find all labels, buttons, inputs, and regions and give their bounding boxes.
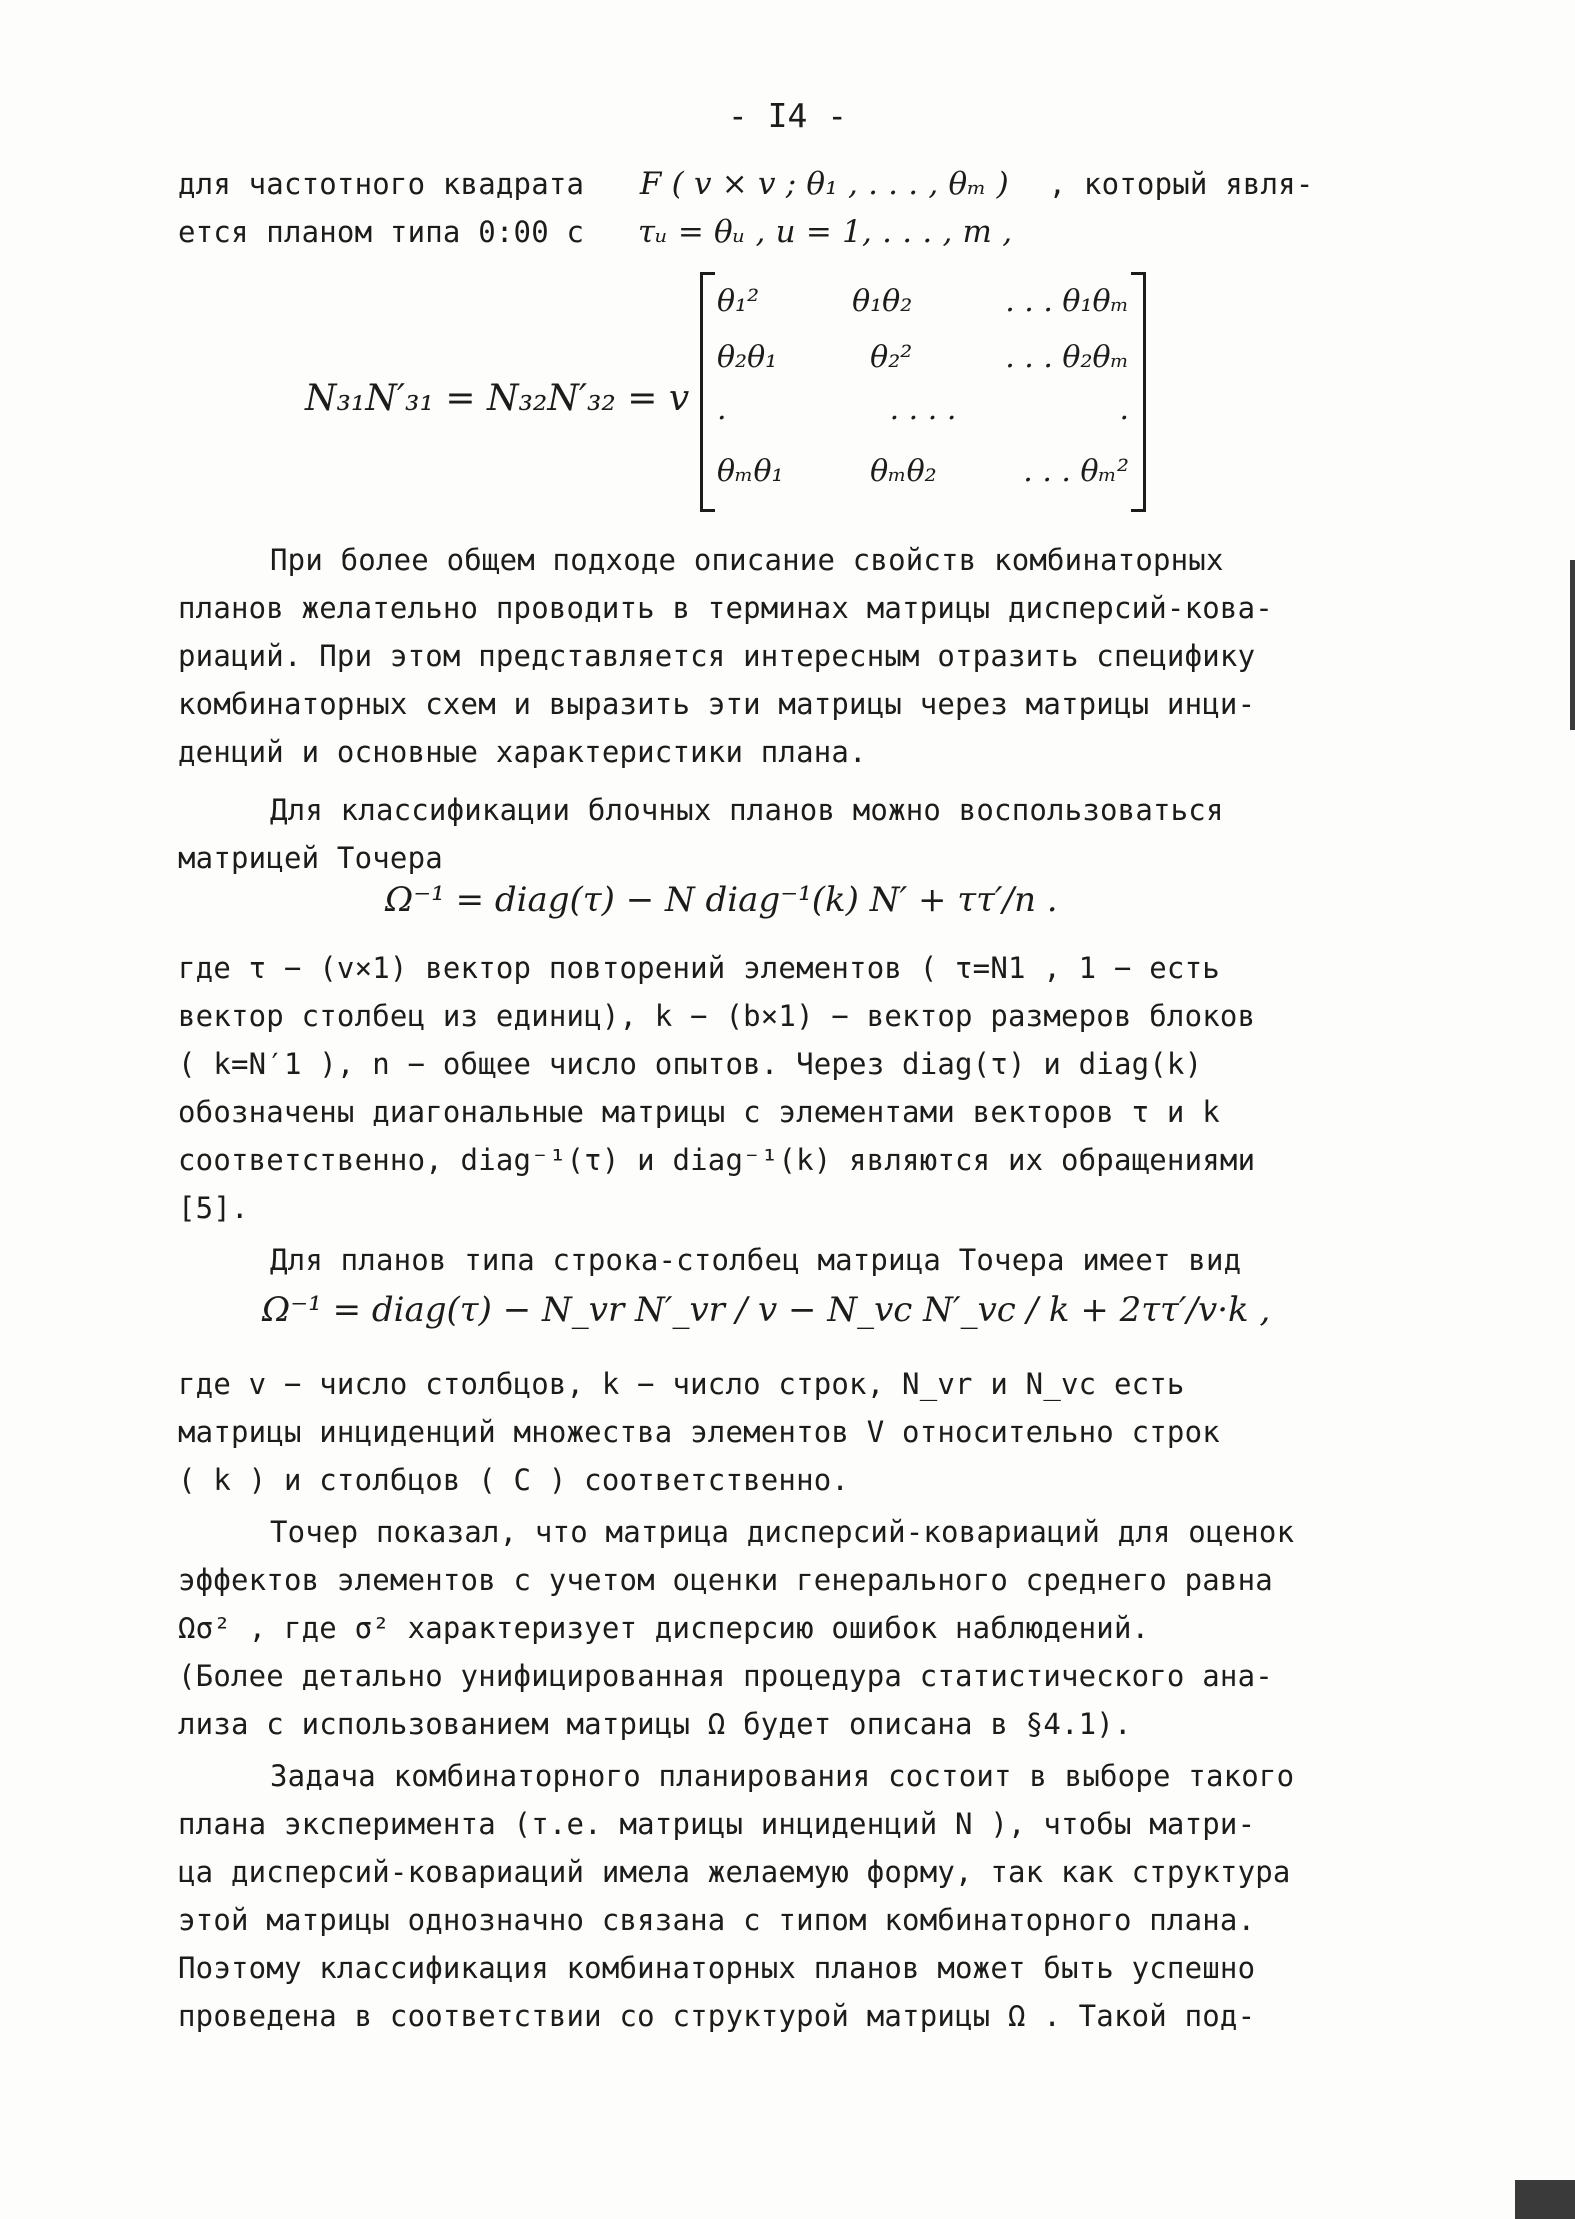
paragraph-6-line: (Более детально унифицированная процедура статистического ана- (178, 1659, 1273, 1693)
matrix-cell: θ₁² (717, 284, 760, 319)
paragraph-1-line: комбинаторных схем и выразить эти матрицы через матрицы инци- (178, 687, 1256, 721)
paragraph-3-line: [5]. (178, 1191, 249, 1225)
matrix-row (717, 340, 1129, 375)
matrix-cell: θ₁θ₂ (852, 284, 913, 319)
matrix-cell: θₘθ₁ (717, 454, 784, 489)
equation-1-lhs: N₃₁N′₃₁ = N₃₂N′₃₂ = v (305, 378, 690, 419)
matrix-cell: . (717, 392, 727, 427)
paragraph-3-line: обозначены диагональные матрицы с элементами векторов τ и k (178, 1095, 1220, 1129)
scan-edge-mark (1570, 560, 1575, 730)
matrix-cell: . . . θ₂θₘ (1005, 340, 1129, 375)
matrix-row (717, 392, 1129, 427)
matrix-cell: . . . . (889, 392, 957, 427)
formula-tocher: Ω⁻¹ = diag(τ) − N diag⁻¹(k) N′ + ττ′/n . (385, 880, 1058, 920)
paragraph-1-line: планов желательно проводить в терминах матрицы дисперсий-кова- (178, 591, 1273, 625)
paragraph-1-line: риаций. При этом представляется интересным отразить специфику (178, 639, 1256, 673)
paragraph-5-line: где v − число столбцов, k − число строк, N_vr и N_vc есть (178, 1367, 1185, 1401)
intro-line-1-formula: F ( v × v ; θ₁ , . . . , θₘ ) (639, 166, 1009, 202)
paragraph-3-line: соответственно, diag⁻¹(τ) и diag⁻¹(k) являются их обращениями (178, 1143, 1256, 1177)
paragraph-7-line: плана эксперимента (т.е. матрицы инциденций N ), чтобы матри- (178, 1807, 1256, 1841)
paragraph-6-line: лиза с использованием матрицы Ω будет описана в §4.1). (178, 1707, 1132, 1741)
paragraph-6-line: Точер показал, что матрица дисперсий-ковариаций для оценок (270, 1515, 1295, 1549)
matrix-cell: θₘθ₂ (870, 454, 937, 489)
formula-row-column: Ω⁻¹ = diag(τ) − N_vr N′_vr / v − N_vc N′_vc / k + 2ττ′/v·k , (262, 1290, 1271, 1330)
scan-edge-mark (1515, 2180, 1575, 2219)
intro-line-1-tail: , который явля- (1048, 167, 1314, 201)
paragraph-3-line: ( k=N′1 ), n − общее число опытов. Через diag(τ) и diag(k) (178, 1047, 1203, 1081)
paragraph-7-line: Задача комбинаторного планирования состоит в выборе такого (270, 1759, 1295, 1793)
matrix-row (717, 284, 1129, 319)
paragraph-7-line: этой матрицы однозначно связана с типом комбинаторного плана. (178, 1903, 1256, 1937)
paragraph-3-line: где τ − (v×1) вектор повторений элементов ( τ=N1 , 1 − есть (178, 951, 1220, 985)
matrix-cell: . . . θₘ² (1023, 454, 1129, 489)
page-number: - I4 - (727, 96, 848, 135)
matrix-cell: θ₂θ₁ (717, 340, 778, 375)
paragraph-1-line: денций и основные характеристики плана. (178, 735, 867, 769)
paragraph-1-line: При более общем подходе описание свойств комбинаторных (270, 543, 1224, 577)
equation-1-matrix (700, 272, 1146, 512)
paragraph-7-line: проведена в соответствии со структурой матрицы Ω . Такой под- (178, 1999, 1256, 2033)
paragraph-6-line: Ωσ² , где σ² характеризует дисперсию ошибок наблюдений. (178, 1611, 1150, 1645)
paragraph-3-line: вектор столбец из единиц), k − (b×1) − вектор размеров блоков (178, 999, 1256, 1033)
matrix-row (717, 454, 1129, 489)
paragraph-4-line: Для планов типа строка-столбец матрица Точера имеет вид (270, 1243, 1242, 1277)
paragraph-2-line: матрицей Точера (178, 841, 443, 875)
intro-line-1-text: для частотного квадрата (178, 167, 585, 201)
paragraph-2-line: Для классификации блочных планов можно воспользоваться (270, 793, 1224, 827)
paragraph-5-line: матрицы инциденций множества элементов V относительно строк (178, 1415, 1220, 1449)
matrix-cell: . . . θ₁θₘ (1005, 284, 1129, 319)
paragraph-7-line: ца дисперсий-ковариаций имела желаемую форму, так как структура (178, 1855, 1291, 1889)
paragraph-6-line: эффектов элементов с учетом оценки генерального среднего равна (178, 1563, 1273, 1597)
intro-line-2 (178, 208, 1428, 256)
paragraph-5-line: ( k ) и столбцов ( C ) соответственно. (178, 1463, 850, 1497)
matrix-cell: . (1119, 392, 1129, 427)
intro-line-1 (178, 160, 1428, 208)
paragraph-7-line: Поэтому классификация комбинаторных планов может быть успешно (178, 1951, 1256, 1985)
matrix-cell: θ₂² (870, 340, 913, 375)
intro-line-2-text: ется планом типа 0:00 с (178, 215, 585, 249)
intro-line-2-formula: τᵤ = θᵤ , u = 1, . . . , m , (637, 214, 1013, 250)
